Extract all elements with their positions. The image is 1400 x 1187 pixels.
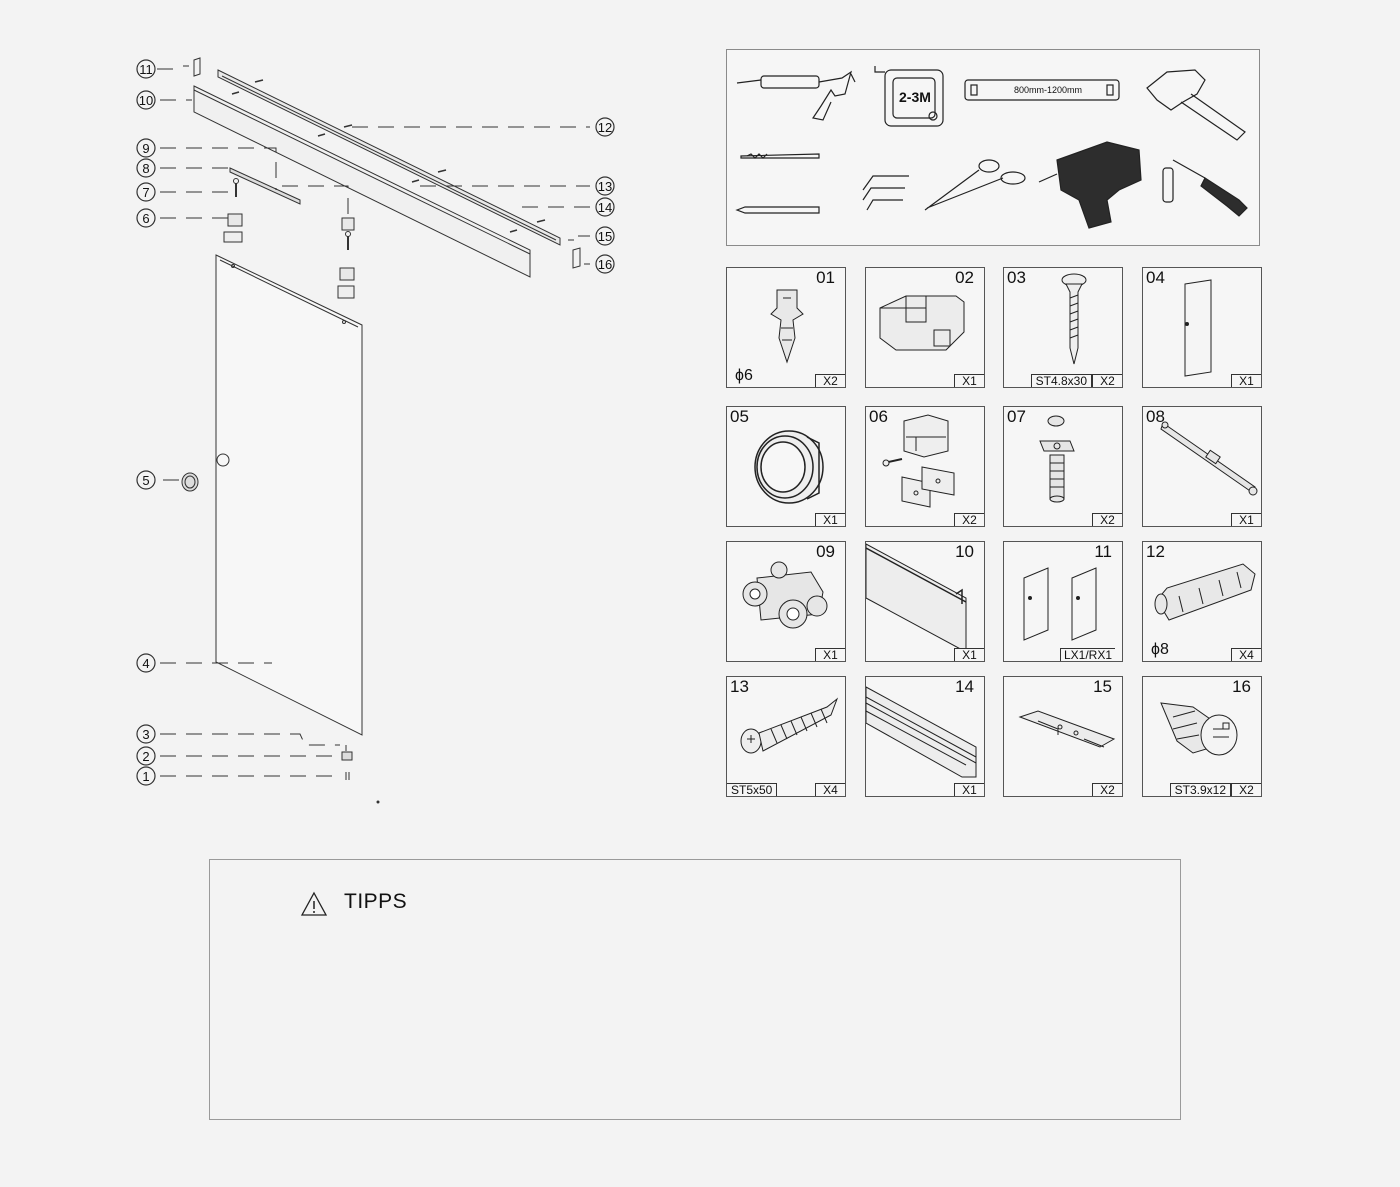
pencil-icon [737, 207, 819, 213]
quantity-label: X1 [954, 648, 984, 661]
callout-9: 9 [142, 141, 150, 156]
quantity-label: X2 [1092, 513, 1122, 526]
callout-6: 6 [142, 211, 150, 226]
callout-14: 14 [597, 200, 613, 215]
callout-4: 4 [142, 656, 150, 671]
callout-7: 7 [142, 185, 150, 200]
quantity-label: X2 [815, 374, 845, 387]
tools-panel [726, 49, 1260, 246]
callout-13: 13 [597, 179, 613, 194]
part-09 [726, 541, 846, 662]
part-number: 08 [1146, 407, 1165, 426]
diameter-label: ϕ6 [735, 367, 753, 384]
part-01 [726, 267, 846, 388]
callout-2: 2 [142, 749, 150, 764]
quantity-label: X1 [954, 783, 984, 796]
exploded-assembly-drawing [0, 0, 700, 830]
drill-bit-icon [741, 154, 819, 158]
part-16 [1142, 676, 1262, 797]
part-05 [726, 406, 846, 527]
part-number: 16 [1232, 677, 1251, 696]
quantity-label: X1 [1231, 374, 1261, 387]
hex-key-icon [863, 176, 909, 210]
part-03 [1003, 267, 1123, 388]
quantity-label: X4 [1231, 648, 1261, 661]
part-number: 02 [955, 268, 974, 287]
callout-11: 11 [139, 62, 153, 77]
tipps-panel [209, 859, 1181, 1120]
part-12 [1142, 541, 1262, 662]
part-number: 12 [1146, 542, 1165, 561]
part-11 [1003, 541, 1123, 662]
callout-15: 15 [597, 229, 613, 244]
spec-label: ST3.9x12 [1170, 783, 1231, 796]
scissors-icon [925, 160, 1025, 210]
quantity-label: X1 [815, 513, 845, 526]
part-06 [865, 406, 985, 527]
callout-10: 10 [138, 93, 154, 108]
part-13 [726, 676, 846, 797]
hammer-icon [1147, 70, 1245, 140]
quantity-label: X2 [1092, 783, 1122, 796]
callout-12: 12 [597, 120, 613, 135]
quantity-label: X1 [815, 648, 845, 661]
tools-illustration [727, 50, 1261, 247]
quantity-label: X1 [954, 374, 984, 387]
part-number: 06 [869, 407, 888, 426]
part-number: 07 [1007, 407, 1026, 426]
quantity-label: X4 [815, 783, 845, 796]
quantity-label: X2 [954, 513, 984, 526]
part-number: 10 [955, 542, 974, 561]
part-number: 11 [1094, 542, 1112, 561]
part-number: 15 [1093, 677, 1112, 696]
part-number: 03 [1007, 268, 1026, 287]
part-10 [865, 541, 985, 662]
quantity-label: X2 [1231, 783, 1261, 796]
cordless-drill-icon [1039, 142, 1141, 228]
part-number: 14 [955, 677, 974, 696]
callout-16: 16 [597, 257, 613, 272]
spec-label: ST5x50 [727, 783, 777, 796]
part-number: 13 [730, 677, 749, 696]
diameter-label: ϕ8 [1151, 641, 1169, 658]
callout-5: 5 [142, 473, 150, 488]
tape-measure-label: 2-3M [899, 89, 931, 105]
callout-3: 3 [142, 727, 150, 742]
part-15 [1003, 676, 1123, 797]
warning-triangle-icon [300, 891, 328, 917]
quantity-label: X2 [1092, 374, 1122, 387]
part-number: 09 [816, 542, 835, 561]
part-number: 05 [730, 407, 749, 426]
callout-8: 8 [142, 161, 150, 176]
part-07 [1003, 406, 1123, 527]
spec-label: ST4.8x30 [1031, 374, 1092, 387]
part-04 [1142, 267, 1262, 388]
quantity-label: X1 [1231, 513, 1261, 526]
caulking-gun-icon [737, 72, 855, 120]
callout-1: 1 [142, 769, 150, 784]
part-02 [865, 267, 985, 388]
level-label: 800mm-1200mm [1014, 85, 1083, 95]
part-number: 04 [1146, 268, 1165, 287]
tipps-title: TIPPS [344, 890, 408, 913]
part-number: 01 [816, 268, 835, 287]
quantity-label: LX1/RX1 [1060, 648, 1115, 661]
screwdriver-icon [1163, 160, 1247, 216]
part-14 [865, 676, 985, 797]
part-08 [1142, 406, 1262, 527]
